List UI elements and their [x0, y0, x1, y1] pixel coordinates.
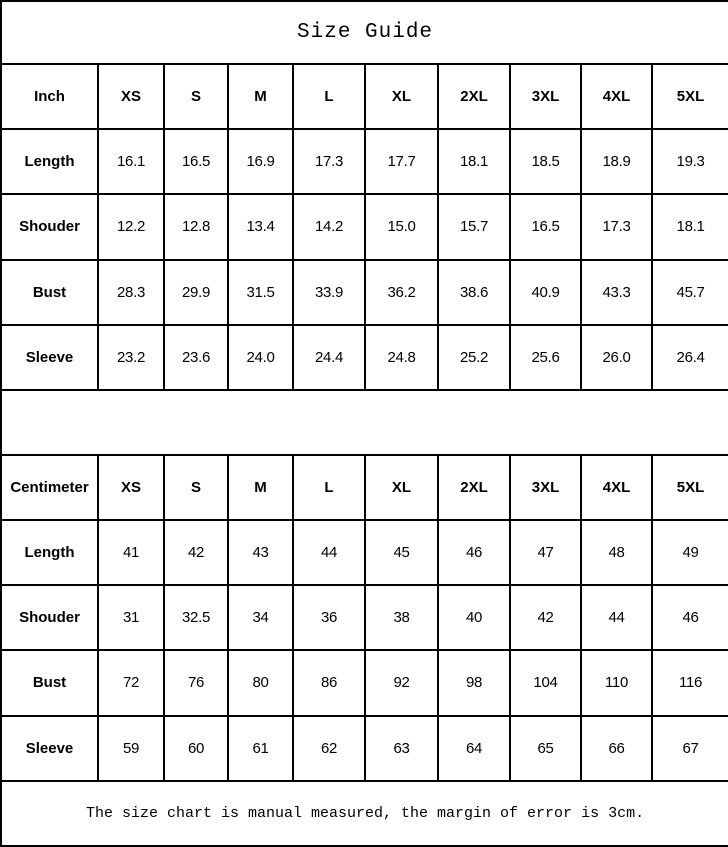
size-header-5xl: 5XL: [652, 64, 728, 129]
value-cell: 116: [652, 650, 728, 715]
value-cell: 42: [164, 520, 228, 585]
value-cell: 62: [293, 716, 365, 781]
value-cell: 31: [98, 585, 164, 650]
value-cell: 16.9: [228, 129, 293, 194]
value-cell: 38.6: [438, 260, 510, 325]
value-cell: 110: [581, 650, 652, 715]
table-row: [1, 194, 728, 259]
size-header-2xl: 2XL: [438, 64, 510, 129]
size-header-3xl: 3XL: [510, 455, 581, 520]
value-cell: 42: [510, 585, 581, 650]
table-row: [1, 585, 728, 650]
value-cell: 59: [98, 716, 164, 781]
value-cell: 40: [438, 585, 510, 650]
size-header-s: S: [164, 64, 228, 129]
value-cell: 36: [293, 585, 365, 650]
value-cell: 32.5: [164, 585, 228, 650]
page-title: Size Guide: [1, 1, 728, 64]
value-cell: 17.3: [581, 194, 652, 259]
size-header-xl: XL: [365, 64, 438, 129]
unit-header-centimeter: Centimeter: [1, 455, 98, 520]
size-header-2xl: 2XL: [438, 455, 510, 520]
value-cell: 40.9: [510, 260, 581, 325]
table-row: [1, 650, 728, 715]
value-cell: 41: [98, 520, 164, 585]
row-label: Bust: [1, 650, 98, 715]
value-cell: 14.2: [293, 194, 365, 259]
value-cell: 65: [510, 716, 581, 781]
value-cell: 86: [293, 650, 365, 715]
value-cell: 46: [438, 520, 510, 585]
size-header-m: M: [228, 64, 293, 129]
value-cell: 26.4: [652, 325, 728, 390]
value-cell: 72: [98, 650, 164, 715]
value-cell: 43: [228, 520, 293, 585]
value-cell: 31.5: [228, 260, 293, 325]
value-cell: 24.4: [293, 325, 365, 390]
value-cell: 16.5: [164, 129, 228, 194]
value-cell: 34: [228, 585, 293, 650]
measurement-note: The size chart is manual measured, the margin of error is 3cm.: [1, 781, 728, 846]
size-header-m: M: [228, 455, 293, 520]
value-cell: 46: [652, 585, 728, 650]
value-cell: 24.0: [228, 325, 293, 390]
value-cell: 80: [228, 650, 293, 715]
row-label: Length: [1, 129, 98, 194]
value-cell: 45.7: [652, 260, 728, 325]
value-cell: 18.9: [581, 129, 652, 194]
row-label: Bust: [1, 260, 98, 325]
value-cell: 18.5: [510, 129, 581, 194]
value-cell: 63: [365, 716, 438, 781]
value-cell: 92: [365, 650, 438, 715]
value-cell: 47: [510, 520, 581, 585]
value-cell: 25.6: [510, 325, 581, 390]
value-cell: 98: [438, 650, 510, 715]
value-cell: 16.5: [510, 194, 581, 259]
value-cell: 12.8: [164, 194, 228, 259]
value-cell: 48: [581, 520, 652, 585]
size-header-5xl: 5XL: [652, 455, 728, 520]
spacer-row: [1, 390, 728, 455]
value-cell: 23.2: [98, 325, 164, 390]
value-cell: 13.4: [228, 194, 293, 259]
value-cell: 17.3: [293, 129, 365, 194]
table-row: [1, 325, 728, 390]
value-cell: 38: [365, 585, 438, 650]
table-row: [1, 520, 728, 585]
row-label: Shouder: [1, 194, 98, 259]
size-header-4xl: 4XL: [581, 64, 652, 129]
value-cell: 61: [228, 716, 293, 781]
value-cell: 23.6: [164, 325, 228, 390]
value-cell: 44: [293, 520, 365, 585]
size-header-xs: XS: [98, 64, 164, 129]
value-cell: 60: [164, 716, 228, 781]
value-cell: 26.0: [581, 325, 652, 390]
row-label: Sleeve: [1, 716, 98, 781]
value-cell: 33.9: [293, 260, 365, 325]
value-cell: 43.3: [581, 260, 652, 325]
value-cell: 64: [438, 716, 510, 781]
value-cell: 12.2: [98, 194, 164, 259]
value-cell: 104: [510, 650, 581, 715]
row-label: Shouder: [1, 585, 98, 650]
value-cell: 36.2: [365, 260, 438, 325]
value-cell: 76: [164, 650, 228, 715]
value-cell: 16.1: [98, 129, 164, 194]
row-label: Length: [1, 520, 98, 585]
size-header-l: L: [293, 455, 365, 520]
unit-header-inch: Inch: [1, 64, 98, 129]
value-cell: 15.7: [438, 194, 510, 259]
value-cell: 66: [581, 716, 652, 781]
value-cell: 67: [652, 716, 728, 781]
value-cell: 19.3: [652, 129, 728, 194]
size-header-4xl: 4XL: [581, 455, 652, 520]
value-cell: 18.1: [438, 129, 510, 194]
table-row: [1, 260, 728, 325]
value-cell: 28.3: [98, 260, 164, 325]
size-header-s: S: [164, 455, 228, 520]
size-header-xl: XL: [365, 455, 438, 520]
value-cell: 18.1: [652, 194, 728, 259]
size-header-l: L: [293, 64, 365, 129]
value-cell: 17.7: [365, 129, 438, 194]
value-cell: 44: [581, 585, 652, 650]
value-cell: 45: [365, 520, 438, 585]
value-cell: 29.9: [164, 260, 228, 325]
value-cell: 15.0: [365, 194, 438, 259]
size-header-3xl: 3XL: [510, 64, 581, 129]
table-row: [1, 129, 728, 194]
value-cell: 25.2: [438, 325, 510, 390]
size-header-xs: XS: [98, 455, 164, 520]
table-row: [1, 716, 728, 781]
value-cell: 49: [652, 520, 728, 585]
value-cell: 24.8: [365, 325, 438, 390]
row-label: Sleeve: [1, 325, 98, 390]
